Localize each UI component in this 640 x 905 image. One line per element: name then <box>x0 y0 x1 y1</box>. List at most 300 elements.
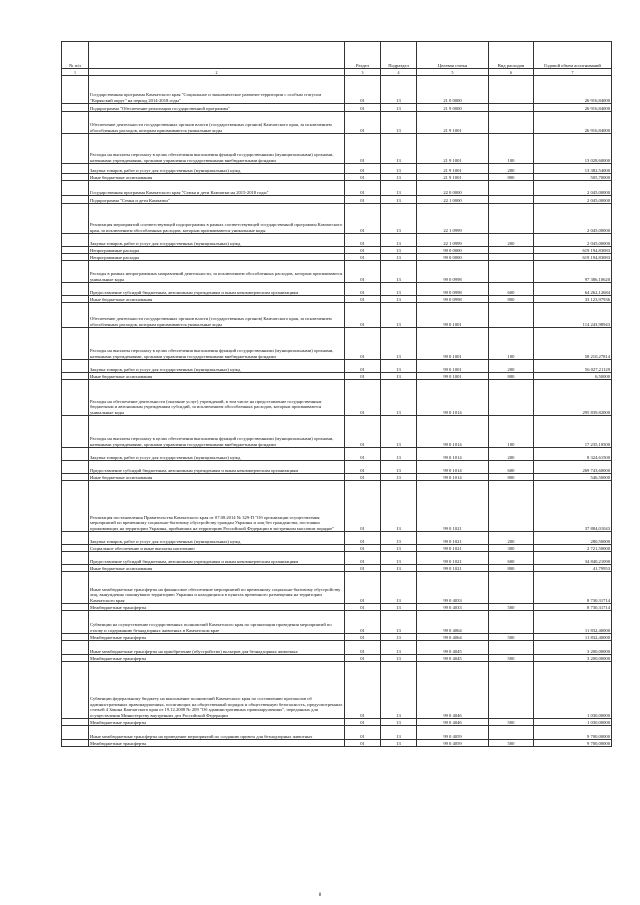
table-row <box>62 416 612 448</box>
row-number <box>62 76 89 104</box>
column-number: 2 <box>89 69 345 76</box>
row-number <box>62 662 89 719</box>
header-section: Раздел <box>345 42 381 69</box>
row-name: Расходы на обеспечение деятельности (оказание услуг) учреждений, в том числе на предоставление государственным бюджетным и автономным учреждениям субсидий, за исключением обособленных расходов, которым присваиваются уникальные коды <box>89 380 345 416</box>
row-expense-type <box>489 104 534 112</box>
row-name: Иные бюджетные ассигнования <box>89 565 345 572</box>
table-row <box>62 572 612 604</box>
row-name: Субвенции на осуществление государственных полномочий Камчатского края по организации проведения мероприятий по отлову и содержанию безнадзорных животных в Камчатском крае <box>89 611 345 634</box>
row-expense-type <box>489 181 534 196</box>
row-number <box>62 719 89 726</box>
row-expense-type <box>489 112 534 134</box>
row-section: 01 <box>345 254 381 261</box>
row-section: 01 <box>345 373 381 380</box>
header-subsection: Подраздел <box>381 42 417 69</box>
row-name: Расходы в рамках непрограммных направлений деятельности, за исключением обособленных расходов, которым присваиваются уникальные коды <box>89 261 345 283</box>
row-amount: 8 324,61500 <box>534 448 612 461</box>
table-row <box>62 726 612 740</box>
row-number <box>62 328 89 360</box>
row-number <box>62 726 89 740</box>
row-amount: 619 194,83083 <box>534 247 612 254</box>
table-row <box>62 164 612 174</box>
table-row <box>62 328 612 360</box>
row-name: Иные межбюджетные трансферты на проведение мероприятий по созданию приюта для безнадзорных животных <box>89 726 345 740</box>
row-target-article: 21 9 1001 <box>417 174 489 181</box>
row-section: 01 <box>345 662 381 719</box>
row-section: 01 <box>345 76 381 104</box>
row-amount: 6,50000 <box>534 373 612 380</box>
row-section: 01 <box>345 112 381 134</box>
row-name: Непрограммные расходы <box>89 254 345 261</box>
row-section: 01 <box>345 261 381 283</box>
row-subsection: 13 <box>381 380 417 416</box>
row-expense-type: 200 <box>489 164 534 174</box>
row-subsection: 13 <box>381 164 417 174</box>
row-amount: 2 045,00000 <box>534 204 612 234</box>
row-target-article: 99 0 1021 <box>417 545 489 552</box>
row-subsection: 13 <box>381 247 417 254</box>
row-number <box>62 552 89 565</box>
row-target-article: 99 0 0998 <box>417 283 489 296</box>
row-section: 01 <box>345 655 381 662</box>
row-expense-type: 500 <box>489 634 534 641</box>
row-name: Иные межбюджетные трансферты на финансовое обеспечение мероприятий по временному социально-бытовому обустройству лиц, вынужденно покинувших территорию Украины и находящихся в пунктах временного размещения на территории Камчатского края <box>89 572 345 604</box>
row-expense-type: 100 <box>489 416 534 448</box>
table-row <box>62 134 612 164</box>
row-number <box>62 565 89 572</box>
table-row <box>62 104 612 112</box>
row-expense-type: 500 <box>489 719 534 726</box>
row-number <box>62 283 89 296</box>
row-target-article: 99 0 1014 <box>417 474 489 481</box>
row-section: 01 <box>345 641 381 655</box>
row-subsection: 13 <box>381 474 417 481</box>
row-amount: 64 262,12684 <box>534 283 612 296</box>
row-expense-type: 800 <box>489 565 534 572</box>
row-subsection: 13 <box>381 655 417 662</box>
row-expense-type: 600 <box>489 552 534 565</box>
row-target-article: 99 0 0998 <box>417 261 489 283</box>
header-target-article: Целевая статья <box>417 42 489 69</box>
row-name: Иные бюджетные ассигнования <box>89 296 345 303</box>
table-row <box>62 373 612 380</box>
column-number: 3 <box>345 69 381 76</box>
row-subsection: 13 <box>381 662 417 719</box>
row-expense-type: 800 <box>489 174 534 181</box>
table-row <box>62 360 612 373</box>
row-amount: 619 194,83083 <box>534 254 612 261</box>
row-name: Закупка товаров, работ и услуг для государственных (муниципальных) нужд <box>89 360 345 373</box>
column-number: 5 <box>417 69 489 76</box>
row-number <box>62 164 89 174</box>
row-amount: 9 700,00000 <box>534 726 612 740</box>
row-amount: 8 730,31714 <box>534 572 612 604</box>
row-name: Межбюджетные трансферты <box>89 740 345 747</box>
row-number <box>62 174 89 181</box>
row-number <box>62 532 89 545</box>
row-number <box>62 204 89 234</box>
row-subsection: 13 <box>381 360 417 373</box>
row-target-article: 99 0 4064 <box>417 634 489 641</box>
row-subsection: 13 <box>381 641 417 655</box>
row-name: Предоставление субсидий бюджетным, автономным учреждениям и иным некоммерческим организациям <box>89 283 345 296</box>
row-name: Обеспечение деятельности государственных органов власти (государственных органов) Камчатского края, за исключением обособленных расходов, которым присваиваются уникальные коды <box>89 303 345 328</box>
table-row <box>62 254 612 261</box>
row-number <box>62 572 89 604</box>
row-target-article: 99 0 1001 <box>417 303 489 328</box>
row-subsection: 13 <box>381 296 417 303</box>
row-section: 01 <box>345 719 381 726</box>
row-name: Иные бюджетные ассигнования <box>89 474 345 481</box>
row-section: 01 <box>345 552 381 565</box>
row-amount: 2 045,00000 <box>534 181 612 196</box>
row-subsection: 13 <box>381 112 417 134</box>
row-expense-type <box>489 254 534 261</box>
row-subsection: 13 <box>381 254 417 261</box>
row-name: Обеспечение деятельности государственных органов власти (государственных органов) Камчатского края, за исключением обособленных расходов, которым присваиваются уникальные коды <box>89 112 345 134</box>
row-amount: 97 386,10620 <box>534 261 612 283</box>
row-subsection: 13 <box>381 174 417 181</box>
row-expense-type: 500 <box>489 655 534 662</box>
table-row <box>62 481 612 532</box>
row-subsection: 13 <box>381 461 417 474</box>
row-section: 01 <box>345 416 381 448</box>
row-amount: 26 916,84000 <box>534 112 612 134</box>
row-section: 01 <box>345 328 381 360</box>
row-number <box>62 247 89 254</box>
row-target-article: 99 0 4045 <box>417 655 489 662</box>
row-expense-type <box>489 726 534 740</box>
row-target-article: 21 9 1001 <box>417 164 489 174</box>
table-row <box>62 196 612 204</box>
row-section: 01 <box>345 204 381 234</box>
row-name: Закупка товаров, работ и услуг для государственных (муниципальных) нужд <box>89 164 345 174</box>
row-expense-type: 100 <box>489 134 534 164</box>
row-number <box>62 655 89 662</box>
row-name: Предоставление субсидий бюджетным, автономным учреждениям и иным некоммерческим организациям <box>89 461 345 474</box>
row-number <box>62 545 89 552</box>
row-section: 01 <box>345 461 381 474</box>
row-name: Межбюджетные трансферты <box>89 634 345 641</box>
row-subsection: 13 <box>381 283 417 296</box>
row-number <box>62 604 89 611</box>
row-target-article: 99 0 1021 <box>417 532 489 545</box>
row-amount: 295 839,82000 <box>534 380 612 416</box>
row-target-article: 21 9 1001 <box>417 112 489 134</box>
row-name: Межбюджетные трансферты <box>89 719 345 726</box>
row-target-article: 99 0 0000 <box>417 254 489 261</box>
row-section: 01 <box>345 545 381 552</box>
row-name: Иные межбюджетные трансферты на приобретение (обустройство) вольеров для безнадзорных животных <box>89 641 345 655</box>
row-expense-type <box>489 247 534 254</box>
row-amount: 37 884,01043 <box>534 481 612 532</box>
row-amount: 13 028,60000 <box>534 134 612 164</box>
header-annual-amount: Годовой объем ассигнований <box>534 42 612 69</box>
row-subsection: 13 <box>381 303 417 328</box>
row-amount: 9 700,00000 <box>534 740 612 747</box>
row-expense-type <box>489 662 534 719</box>
row-expense-type <box>489 481 534 532</box>
row-expense-type: 200 <box>489 360 534 373</box>
row-name: Предоставление субсидий бюджетным, автономным учреждениям и иным некоммерческим организациям <box>89 552 345 565</box>
row-section: 01 <box>345 448 381 461</box>
row-number <box>62 448 89 461</box>
row-number <box>62 481 89 532</box>
row-expense-type: 100 <box>489 328 534 360</box>
row-expense-type: 500 <box>489 604 534 611</box>
row-amount: 58 210,27814 <box>534 328 612 360</box>
row-section: 01 <box>345 726 381 740</box>
column-number: 1 <box>62 69 89 76</box>
row-expense-type <box>489 76 534 104</box>
row-expense-type <box>489 261 534 283</box>
row-number <box>62 380 89 416</box>
row-expense-type: 300 <box>489 545 534 552</box>
row-target-article: 99 0 4059 <box>417 740 489 747</box>
table-row <box>62 532 612 545</box>
row-amount: 114 243,98943 <box>534 303 612 328</box>
table-row <box>62 234 612 247</box>
row-target-article: 21 9 0000 <box>417 104 489 112</box>
row-expense-type <box>489 303 534 328</box>
row-subsection: 13 <box>381 545 417 552</box>
row-section: 01 <box>345 740 381 747</box>
table-row <box>62 655 612 662</box>
row-expense-type: 800 <box>489 474 534 481</box>
row-target-article: 99 0 4033 <box>417 604 489 611</box>
row-expense-type: 600 <box>489 461 534 474</box>
header-row <box>62 42 612 69</box>
row-name: Иные бюджетные ассигнования <box>89 174 345 181</box>
row-expense-type: 800 <box>489 296 534 303</box>
row-amount: 11 832,40000 <box>534 634 612 641</box>
row-number <box>62 134 89 164</box>
row-subsection: 13 <box>381 104 417 112</box>
row-section: 01 <box>345 104 381 112</box>
table-row <box>62 565 612 572</box>
row-number <box>62 416 89 448</box>
row-amount: 33 123,97936 <box>534 296 612 303</box>
row-target-article: 99 0 1014 <box>417 416 489 448</box>
row-expense-type: 600 <box>489 283 534 296</box>
row-name: Закупка товаров, работ и услуг для государственных (муниципальных) нужд <box>89 532 345 545</box>
row-number <box>62 634 89 641</box>
row-expense-type <box>489 572 534 604</box>
row-target-article: 99 0 1001 <box>417 360 489 373</box>
row-subsection: 13 <box>381 234 417 247</box>
row-section: 01 <box>345 134 381 164</box>
header-expense-type: Вид расходов <box>489 42 534 69</box>
header-number: № п/п <box>62 42 89 69</box>
row-subsection: 13 <box>381 565 417 572</box>
row-subsection: 13 <box>381 134 417 164</box>
row-target-article: 22 1 0000 <box>417 196 489 204</box>
row-number <box>62 196 89 204</box>
row-name: Расходы на выплаты персоналу в целях обеспечения выполнения функций государственными (муниципальными) органами, казенными учреждениями, органами управления государственными внебюджетными фондами <box>89 134 345 164</box>
row-target-article: 22 1 0999 <box>417 204 489 234</box>
row-subsection: 13 <box>381 373 417 380</box>
row-expense-type: 200 <box>489 532 534 545</box>
row-section: 01 <box>345 247 381 254</box>
row-amount: 3 200,00000 <box>534 641 612 655</box>
row-number <box>62 104 89 112</box>
column-number: 6 <box>489 69 534 76</box>
row-subsection: 13 <box>381 204 417 234</box>
table-row <box>62 303 612 328</box>
row-amount: 41,79953 <box>534 565 612 572</box>
row-section: 01 <box>345 474 381 481</box>
row-subsection: 13 <box>381 726 417 740</box>
row-target-article: 21 0 0000 <box>417 76 489 104</box>
row-amount: 280,50000 <box>534 532 612 545</box>
row-target-article: 99 0 4059 <box>417 726 489 740</box>
row-amount: 34 840,21090 <box>534 552 612 565</box>
row-section: 01 <box>345 380 381 416</box>
row-subsection: 13 <box>381 448 417 461</box>
row-subsection: 13 <box>381 76 417 104</box>
row-target-article: 99 0 4045 <box>417 641 489 655</box>
row-section: 01 <box>345 604 381 611</box>
row-expense-type <box>489 641 534 655</box>
row-target-article: 99 0 1021 <box>417 565 489 572</box>
row-subsection: 13 <box>381 572 417 604</box>
row-number <box>62 261 89 283</box>
row-amount: 546,50000 <box>534 474 612 481</box>
row-number <box>62 254 89 261</box>
row-section: 01 <box>345 296 381 303</box>
row-target-article: 99 0 1021 <box>417 552 489 565</box>
row-name: Реализация мероприятий соответствующей подпрограммы в рамках соответствующей государственной программы Камчатского края, за исключением обособленных расходов, которым присваиваются уникальные коды <box>89 204 345 234</box>
row-subsection: 13 <box>381 481 417 532</box>
row-number <box>62 611 89 634</box>
row-subsection: 13 <box>381 740 417 747</box>
row-subsection: 13 <box>381 719 417 726</box>
table-row <box>62 380 612 416</box>
row-amount: 2 045,00000 <box>534 196 612 204</box>
row-number <box>62 373 89 380</box>
row-target-article: 99 0 0998 <box>417 296 489 303</box>
table-row <box>62 641 612 655</box>
row-name: Государственная программа Камчатского края "Социальное и экономическое развитие территории с особым статусом "Корякский округ" на период 2014-2018 годы" <box>89 76 345 104</box>
row-name: Межбюджетные трансферты <box>89 655 345 662</box>
header-name <box>89 42 345 69</box>
row-target-article: 99 0 4046 <box>417 662 489 719</box>
row-amount: 56 027,21129 <box>534 360 612 373</box>
table-row <box>62 448 612 461</box>
row-name: Реализация постановления Правительства Камчатского края от 07.08.2014 № 329-П "Об организации осуществления мероприятий по временному социально-бытовому обустройству граждан Украины и лиц без гражданства, постоянно проживающих на территории Украины, прибывших на территорию Российской Федерации в экстренном массовом порядке" <box>89 481 345 532</box>
row-amount: 11 832,40000 <box>534 611 612 634</box>
table-row <box>62 662 612 719</box>
budget-sheet <box>61 41 611 747</box>
row-expense-type: 800 <box>489 373 534 380</box>
row-name: Расходы на выплаты персоналу в целях обеспечения выполнения функций государственными (муниципальными) органами, казенными учреждениями, органами управления государственными внебюджетными фондами <box>89 416 345 448</box>
row-subsection: 13 <box>381 328 417 360</box>
row-target-article: 99 0 1014 <box>417 380 489 416</box>
row-amount: 1 030,00000 <box>534 719 612 726</box>
row-section: 01 <box>345 565 381 572</box>
row-number <box>62 740 89 747</box>
row-target-article: 22 1 0999 <box>417 234 489 247</box>
row-subsection: 13 <box>381 552 417 565</box>
row-section: 01 <box>345 481 381 532</box>
row-section: 01 <box>345 234 381 247</box>
row-target-article: 99 0 1021 <box>417 481 489 532</box>
row-name: Закупка товаров, работ и услуг для государственных (муниципальных) нужд <box>89 448 345 461</box>
row-name: Социальное обеспечение и иные выплаты населению <box>89 545 345 552</box>
table-row <box>62 461 612 474</box>
table-row <box>62 261 612 283</box>
table-row <box>62 719 612 726</box>
row-number <box>62 234 89 247</box>
row-target-article: 99 0 1001 <box>417 328 489 360</box>
row-amount: 1 030,00000 <box>534 662 612 719</box>
row-section: 01 <box>345 532 381 545</box>
row-name: Подпрограмма "Обеспечение реализации государственной программы" <box>89 104 345 112</box>
row-number <box>62 641 89 655</box>
row-target-article: 99 0 0000 <box>417 247 489 254</box>
row-subsection: 13 <box>381 196 417 204</box>
table-row <box>62 296 612 303</box>
row-target-article: 99 0 1001 <box>417 373 489 380</box>
budget-table <box>61 41 612 747</box>
row-subsection: 13 <box>381 611 417 634</box>
row-target-article: 99 0 1014 <box>417 448 489 461</box>
row-subsection: 13 <box>381 416 417 448</box>
row-subsection: 13 <box>381 181 417 196</box>
table-row <box>62 181 612 196</box>
row-amount: 2 045,00000 <box>534 234 612 247</box>
row-section: 01 <box>345 174 381 181</box>
row-number <box>62 360 89 373</box>
row-name: Межбюджетные трансферты <box>89 604 345 611</box>
row-name: Подпрограмма "Семья и дети Камчатки" <box>89 196 345 204</box>
row-target-article: 99 0 4033 <box>417 572 489 604</box>
row-number <box>62 461 89 474</box>
row-amount: 13 382,54000 <box>534 164 612 174</box>
row-section: 01 <box>345 196 381 204</box>
row-amount: 26 916,84000 <box>534 76 612 104</box>
row-expense-type <box>489 196 534 204</box>
row-number <box>62 303 89 328</box>
row-section: 01 <box>345 572 381 604</box>
row-section: 01 <box>345 634 381 641</box>
table-row <box>62 247 612 254</box>
table-row <box>62 112 612 134</box>
row-section: 01 <box>345 611 381 634</box>
row-name: Государственная программа Камчатского края "Семья и дети Камчатки на 2015-2018 годы" <box>89 181 345 196</box>
row-subsection: 13 <box>381 261 417 283</box>
table-row <box>62 474 612 481</box>
row-name: Иные бюджетные ассигнования <box>89 373 345 380</box>
table-body <box>62 76 612 747</box>
row-expense-type: 500 <box>489 740 534 747</box>
row-number <box>62 296 89 303</box>
row-amount: 269 743,60000 <box>534 461 612 474</box>
row-number <box>62 112 89 134</box>
row-target-article: 99 0 4046 <box>417 719 489 726</box>
row-target-article: 99 0 1014 <box>417 461 489 474</box>
table-row <box>62 204 612 234</box>
table-row <box>62 552 612 565</box>
row-subsection: 13 <box>381 604 417 611</box>
column-number: 4 <box>381 69 417 76</box>
row-amount: 17 235,10500 <box>534 416 612 448</box>
row-amount: 2 721,50000 <box>534 545 612 552</box>
page-number: 8 <box>318 893 322 898</box>
row-amount: 505,70000 <box>534 174 612 181</box>
row-target-article: 99 0 4064 <box>417 611 489 634</box>
column-number-row <box>62 69 612 76</box>
